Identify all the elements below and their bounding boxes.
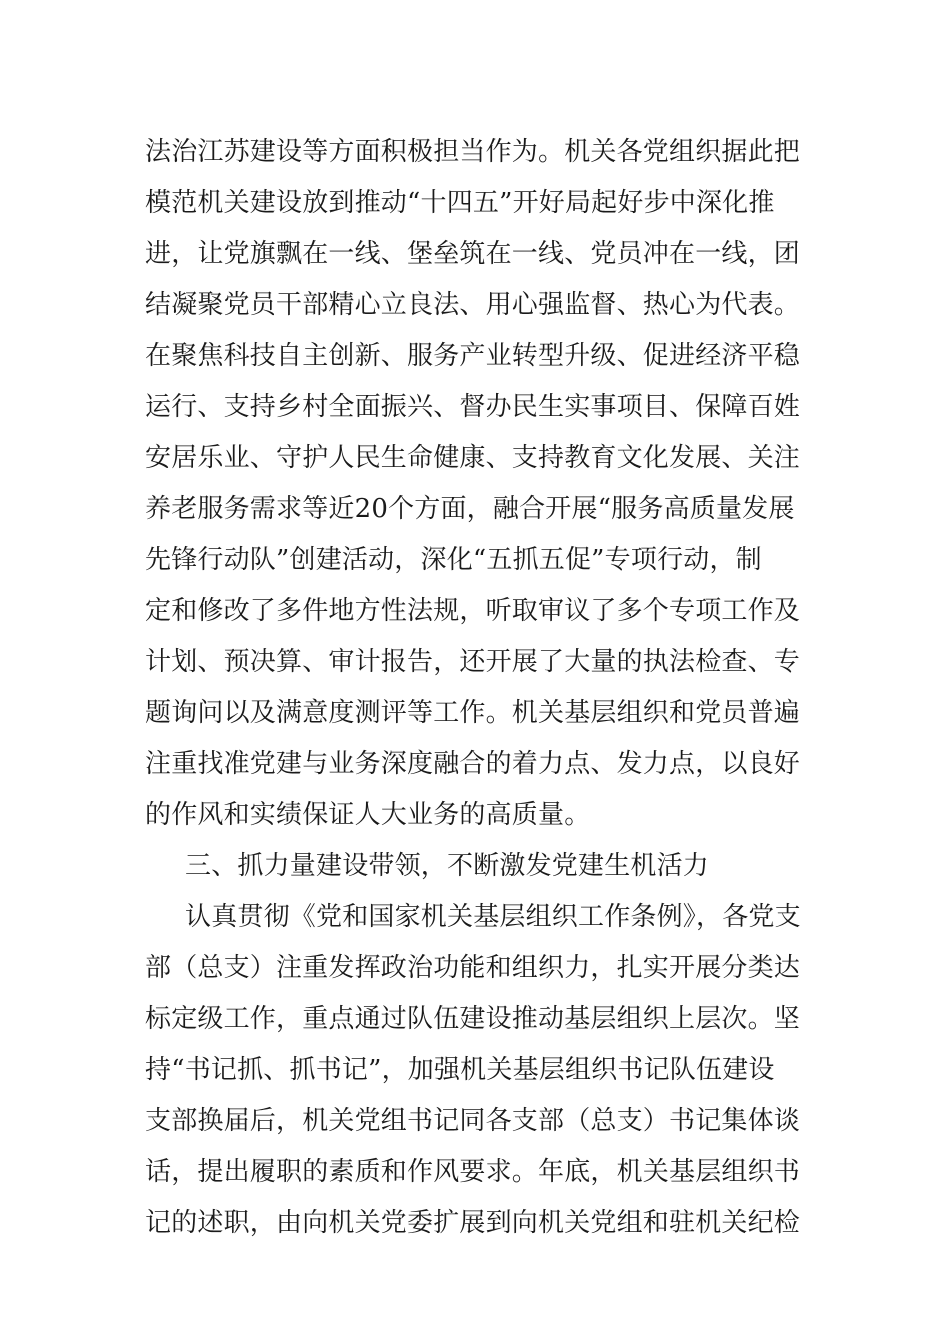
body-text-line: 注重找准党建与业务深度融合的着力点、发力点，以良好 bbox=[145, 749, 801, 779]
body-text-line: 话，提出履职的素质和作风要求。年底，机关基层组织书 bbox=[145, 1157, 801, 1187]
body-text-line: 支部换届后，机关党组书记同各支部（总支）书记集体谈 bbox=[145, 1106, 801, 1136]
body-text-line: 养老服务需求等近20个方面，融合开展“服务高质量发展 bbox=[145, 494, 795, 524]
body-text-line: 标定级工作，重点通过队伍建设推动基层组织上层次。坚 bbox=[145, 1004, 801, 1034]
body-text-line: 运行、支持乡村全面振兴、督办民生实事项目、保障百姓 bbox=[145, 392, 801, 422]
body-text-line: 在聚焦科技自主创新、服务产业转型升级、促进经济平稳 bbox=[145, 341, 801, 371]
section-heading: 三、抓力量建设带领，不断激发党建生机活力 bbox=[185, 851, 710, 881]
body-text-line: 法治江苏建设等方面积极担当作为。机关各党组织据此把 bbox=[145, 137, 801, 167]
body-text-line: 持“书记抓、抓书记”，加强机关基层组织书记队伍建设 bbox=[145, 1055, 775, 1085]
body-text-line: 先锋行动队”创建活动，深化“五抓五促”专项行动，制 bbox=[145, 545, 762, 575]
body-text-line: 定和修改了多件地方性法规，听取审议了多个专项工作及 bbox=[145, 596, 801, 626]
body-text-line: 记的述职，由向机关党委扩展到向机关党组和驻机关纪检 bbox=[145, 1208, 801, 1238]
body-text-line: 模范机关建设放到推动“十四五”开好局起好步中深化推 bbox=[145, 188, 775, 218]
body-text-line: 计划、预决算、审计报告，还开展了大量的执法检查、专 bbox=[145, 647, 801, 677]
body-text-line: 结凝聚党员干部精心立良法、用心强监督、热心为代表。 bbox=[145, 290, 801, 320]
body-text-line: 安居乐业、守护人民生命健康、支持教育文化发展、关注 bbox=[145, 443, 801, 473]
body-text-line: 进，让党旗飘在一线、堡垒筑在一线、党员冲在一线，团 bbox=[145, 239, 801, 269]
body-text-line: 的作风和实绩保证人大业务的高质量。 bbox=[145, 800, 591, 830]
body-text-line: 认真贯彻《党和国家机关基层组织工作条例》，各党支 bbox=[185, 902, 801, 932]
body-text-line: 部（总支）注重发挥政治功能和组织力，扎实开展分类达 bbox=[145, 953, 801, 983]
body-text-line: 题询问以及满意度测评等工作。机关基层组织和党员普遍 bbox=[145, 698, 801, 728]
